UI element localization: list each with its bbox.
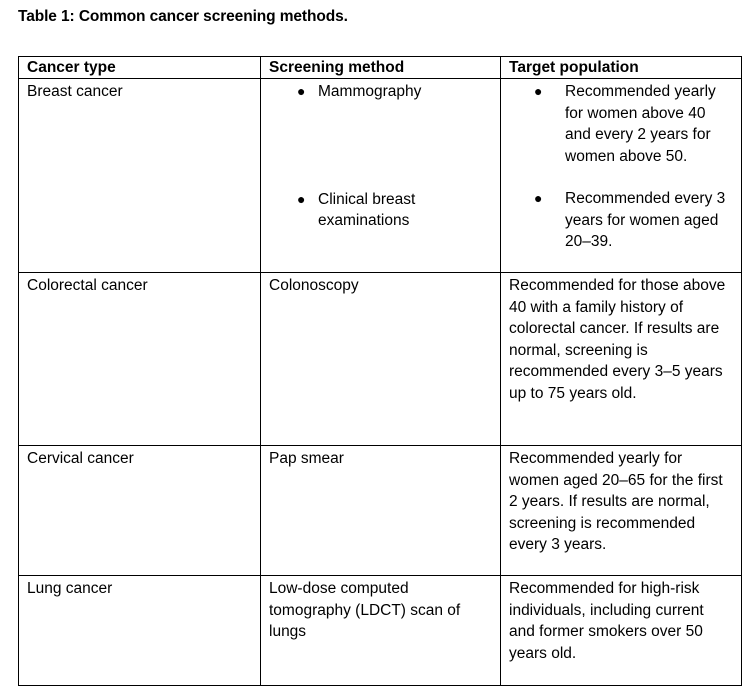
target-text: Recommended yearly for women above 40 and every 2 years for women above 50. — [565, 83, 716, 165]
method-text: Mammography — [318, 83, 422, 100]
header-cancer-type: Cancer type — [19, 57, 261, 79]
bullet-icon: ● — [534, 190, 543, 206]
screening-table — [18, 56, 742, 686]
header-target-population: Target population — [501, 57, 742, 79]
cell-screening-method: Low-dose computed tomography (LDCT) scan of lungs — [261, 576, 501, 686]
cell-cancer-type: Lung cancer — [19, 576, 261, 686]
cell-cancer-type: Cervical cancer — [19, 446, 261, 576]
cell-target-population — [501, 79, 742, 273]
table-row-colorectal-cancer — [19, 273, 742, 446]
list-item — [269, 189, 492, 232]
table-row-breast-cancer — [19, 79, 742, 273]
header-screening-method: Screening method — [261, 57, 501, 79]
method-list — [269, 81, 492, 232]
table-caption: Table 1: Common cancer screening methods. — [18, 8, 348, 25]
bullet-icon: ● — [534, 83, 543, 99]
cell-target-population: Recommended for those above 40 with a family history of colorectal cancer. If results are normal, screening is recommended every 3–5 years up to 75 years old. — [501, 273, 742, 446]
cell-target-population: Recommended for high-risk individuals, including current and former smokers over 50 years old. — [501, 576, 742, 686]
cell-screening-method: Colonoscopy — [261, 273, 501, 446]
cell-screening-method — [261, 79, 501, 273]
cell-target-population: Recommended yearly for women aged 20–65 for the first 2 years. If results are normal, screening is recommended every 3 years. — [501, 446, 742, 576]
method-text: Clinical breast examinations — [318, 190, 416, 229]
list-item — [509, 188, 733, 253]
cell-cancer-type: Breast cancer — [19, 79, 261, 273]
table-row-cervical-cancer — [19, 446, 742, 576]
list-item — [269, 81, 492, 103]
bullet-icon: ● — [297, 190, 306, 207]
target-list — [509, 81, 733, 253]
cell-cancer-type: Colorectal cancer — [19, 273, 261, 446]
bullet-icon: ● — [297, 83, 306, 99]
target-text: Recommended every 3 years for women aged 20–39. — [565, 190, 726, 250]
table-row-lung-cancer — [19, 576, 742, 686]
list-item — [509, 81, 733, 167]
table-header-row — [19, 57, 742, 79]
cell-screening-method: Pap smear — [261, 446, 501, 576]
